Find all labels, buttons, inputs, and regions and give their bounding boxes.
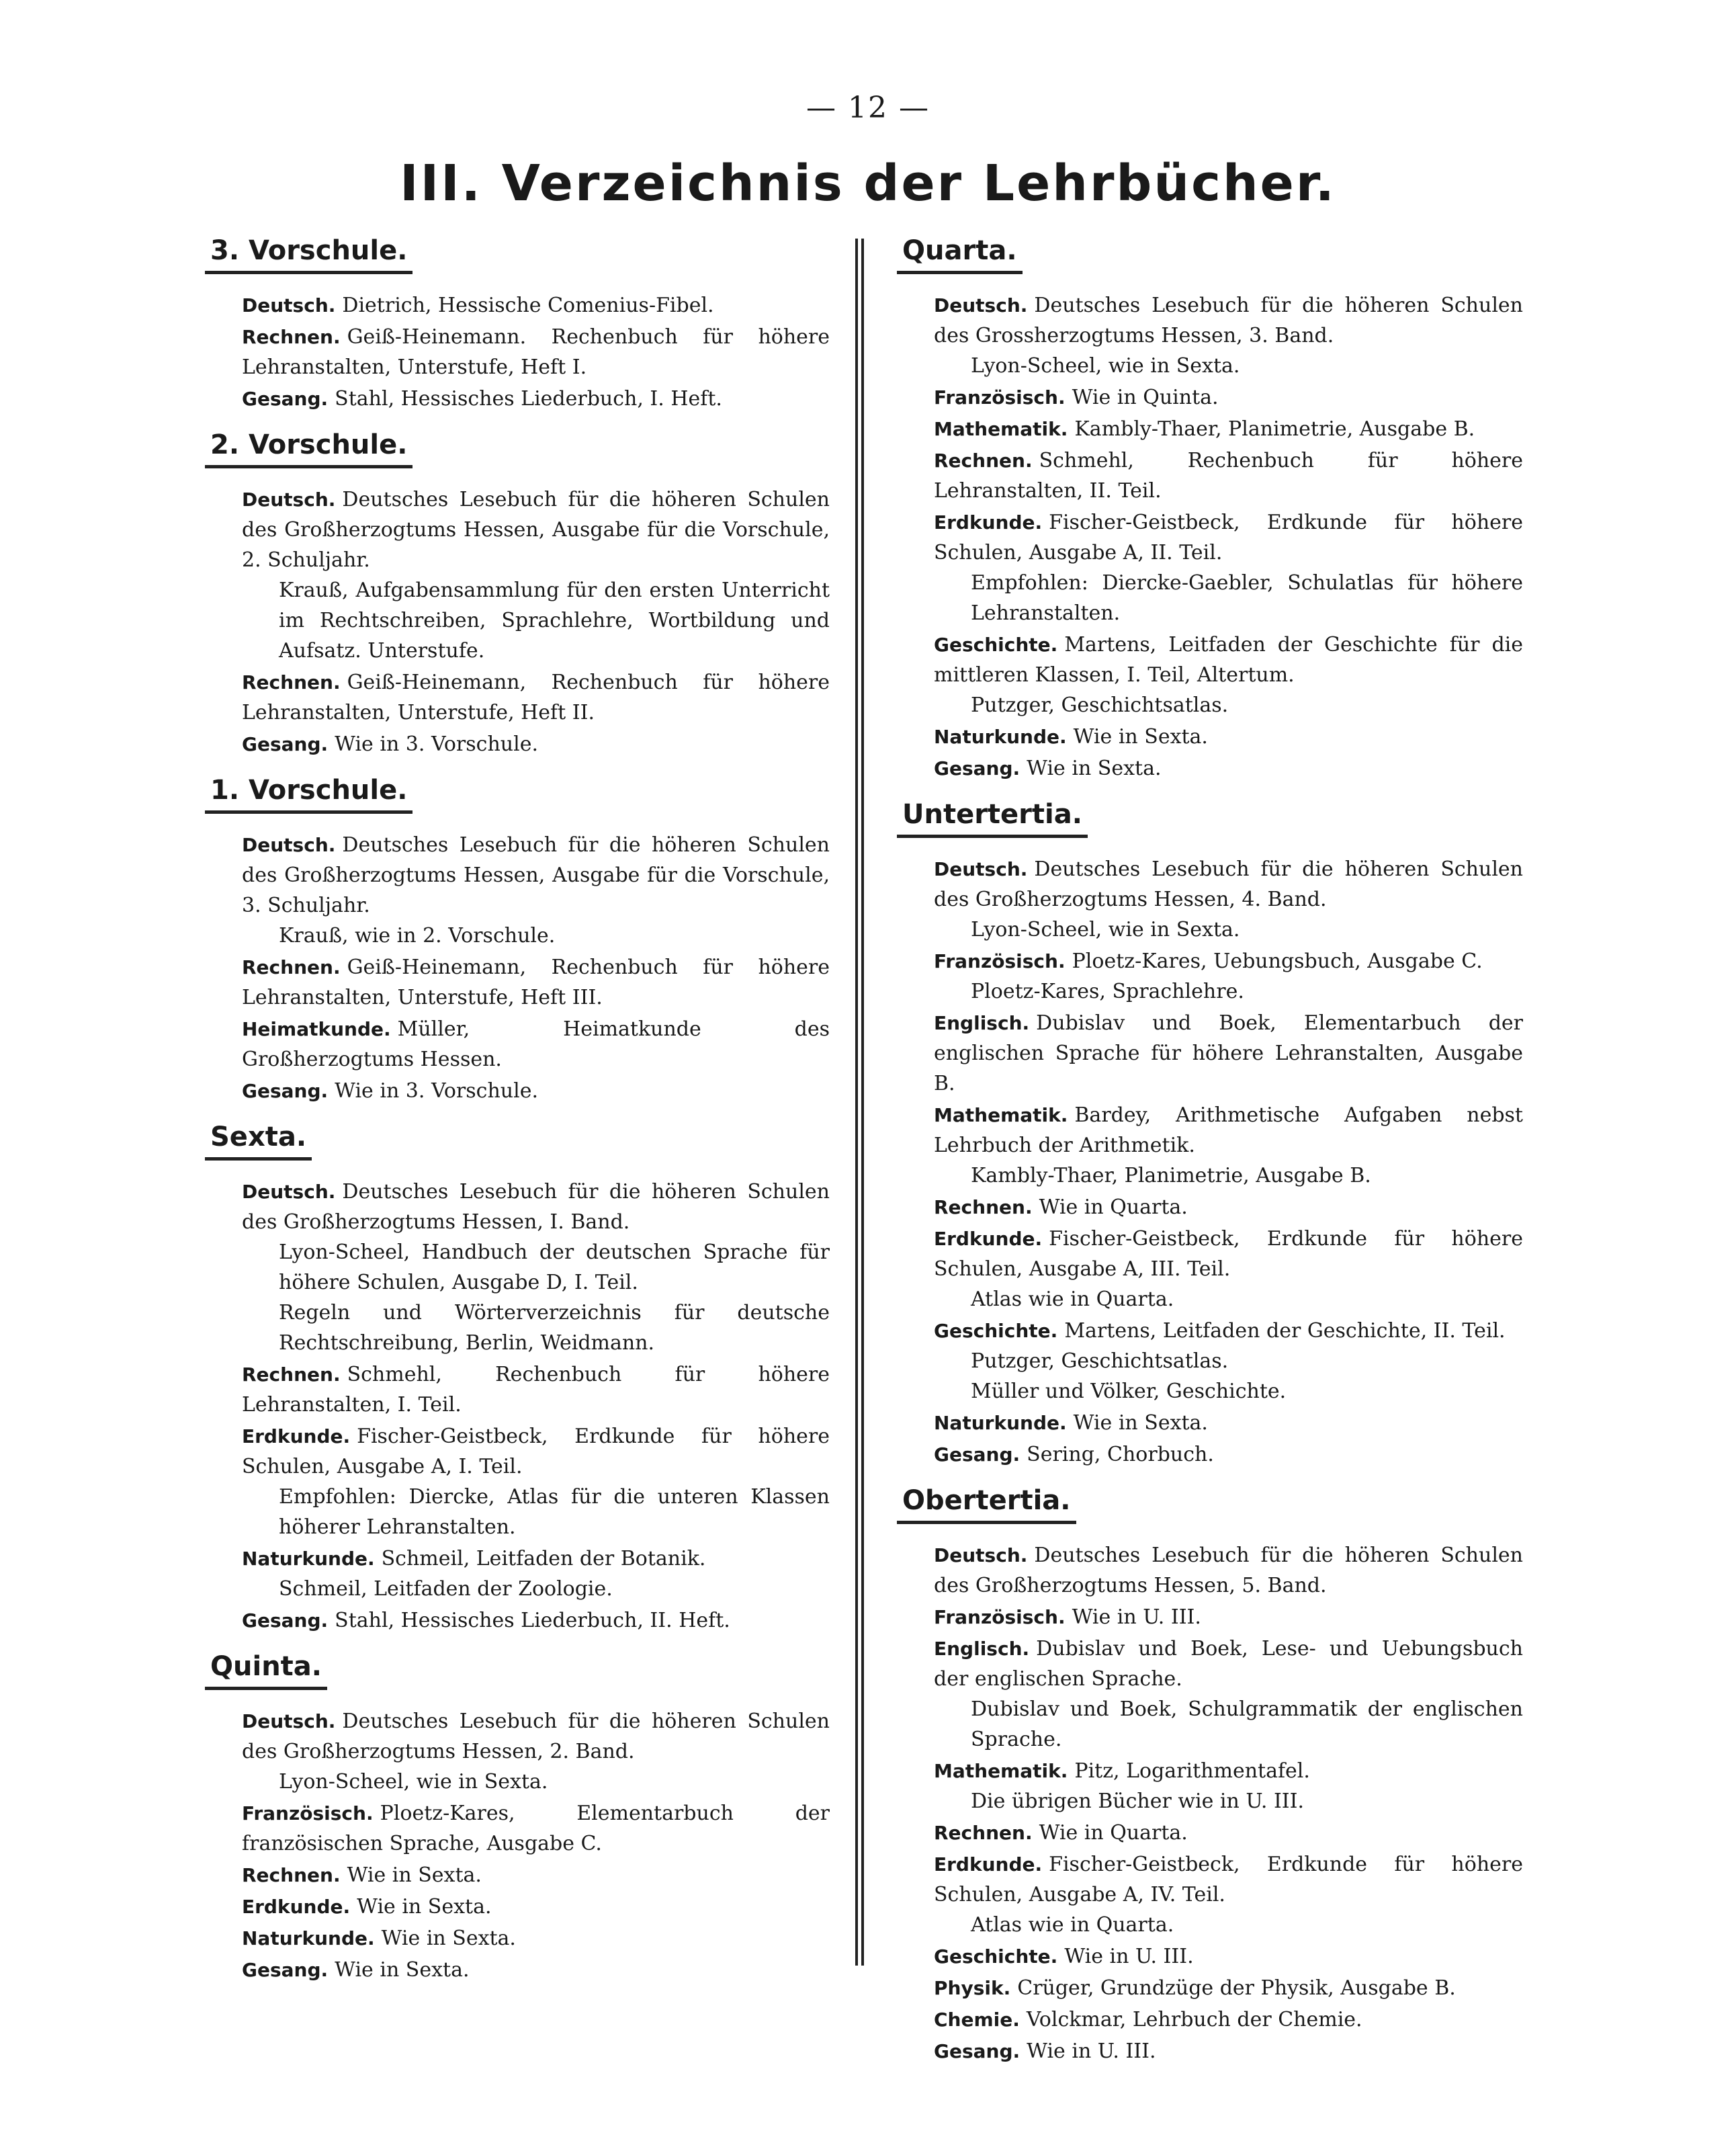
- subject-label: Geschichte.: [934, 1945, 1058, 1968]
- subject-label: Deutsch.: [934, 858, 1028, 880]
- book-entry: [242, 830, 830, 951]
- subject-label: Deutsch.: [934, 1544, 1028, 1566]
- book-entry: [934, 1224, 1523, 1314]
- book-entry: [242, 1076, 830, 1106]
- subject-label: Französisch.: [934, 950, 1066, 972]
- book-entry: [242, 1892, 830, 1922]
- entry-first-line: [242, 384, 830, 414]
- book-text: Wie in 3. Vorschule.: [335, 1079, 538, 1103]
- entry-additional-book: [934, 915, 1523, 945]
- entry-first-line: [934, 1540, 1523, 1601]
- book-text: Müller, Heimatkunde des Großherzogtums Hessen.: [242, 1017, 830, 1071]
- book-text: Dubislav und Boek, Elementarbuch der englischen Sprache für höhere Lehranstalten, Ausgabe B.: [934, 1011, 1523, 1095]
- book-entry: [242, 1544, 830, 1604]
- book-entry: [242, 322, 830, 382]
- book-entry: [242, 729, 830, 759]
- entry-additional-book: [934, 568, 1523, 628]
- book-entry: [934, 1756, 1523, 1816]
- book-text: Fischer-Geistbeck, Erdkunde für höhere Schulen, Ausgabe A, II. Teil.: [934, 511, 1523, 564]
- entry-first-line: [242, 1955, 830, 1985]
- book-entry: [934, 1973, 1523, 2003]
- book-entry: [934, 722, 1523, 752]
- book-text: Deutsches Lesebuch für die höheren Schulen des Großherzogtums Hessen, 5. Band.: [934, 1544, 1523, 1597]
- subject-label: Deutsch.: [242, 1181, 336, 1203]
- book-entry: [934, 382, 1523, 413]
- entry-additional-book: [934, 1161, 1523, 1191]
- entry-additional-book: [934, 690, 1523, 720]
- subject-label: Rechnen.: [242, 956, 341, 978]
- subject-label: Erdkunde.: [934, 511, 1043, 534]
- entry-first-line: [934, 414, 1523, 444]
- section-title: 2. Vorschule.: [205, 426, 413, 468]
- entry-first-line: [242, 830, 830, 921]
- book-text: Geiß-Heinemann, Rechenbuch für höhere Lehranstalten, Unterstufe, Heft III.: [242, 956, 830, 1009]
- entry-first-line: [934, 1100, 1523, 1161]
- book-text: Crüger, Grundzüge der Physik, Ausgabe B.: [1017, 1976, 1456, 2000]
- book-entry: [934, 446, 1523, 506]
- entry-first-line: [934, 1008, 1523, 1099]
- entry-additional-book: [242, 575, 830, 666]
- subject-label: Gesang.: [242, 388, 329, 410]
- book-entry: [934, 2005, 1523, 2035]
- entry-first-line: [934, 854, 1523, 915]
- book-entry: [242, 384, 830, 414]
- book-entry: [934, 1408, 1523, 1438]
- subject-label: Französisch.: [934, 386, 1066, 409]
- book-entry: [934, 290, 1523, 381]
- subject-label: Physik.: [934, 1977, 1011, 1999]
- subject-label: Mathematik.: [934, 1760, 1068, 1782]
- book-text: Ploetz-Kares, Elementarbuch der französischen Sprache, Ausgabe C.: [242, 1802, 830, 1855]
- book-entry: [242, 1860, 830, 1890]
- book-text: Fischer-Geistbeck, Erdkunde für höhere Schulen, Ausgabe A, III. Teil.: [934, 1227, 1523, 1281]
- entry-additional-book: [242, 1767, 830, 1797]
- book-entry: [934, 1100, 1523, 1191]
- book-text: Ploetz-Kares, Sprachlehre.: [971, 980, 1244, 1003]
- entry-additional-book: [934, 1284, 1523, 1314]
- section: [897, 1482, 1523, 2066]
- book-text: Wie in Sexta.: [335, 1958, 470, 1982]
- book-text: Geiß-Heinemann. Rechenbuch für höhere Lehranstalten, Unterstufe, Heft I.: [242, 325, 830, 379]
- entry-first-line: [242, 1421, 830, 1482]
- book-entry: [242, 290, 830, 321]
- entry-first-line: [934, 1316, 1523, 1346]
- book-text: Lyon-Scheel, wie in Sexta.: [971, 354, 1240, 378]
- section: [897, 232, 1523, 784]
- entry-first-line: [934, 2005, 1523, 2035]
- book-entry: [242, 1605, 830, 1636]
- subject-label: Deutsch.: [242, 834, 336, 856]
- book-text: Martens, Leitfaden der Geschichte für die mittleren Klassen, I. Teil, Altertum.: [934, 633, 1523, 687]
- entry-additional-book: [934, 1694, 1523, 1755]
- entry-first-line: [242, 322, 830, 382]
- book-text: Putzger, Geschichtsatlas.: [971, 1349, 1229, 1373]
- book-text: Schmehl, Rechenbuch für höhere Lehranstalten, II. Teil.: [934, 449, 1523, 503]
- subject-label: Rechnen.: [242, 1363, 341, 1386]
- entry-first-line: [934, 1849, 1523, 1910]
- entry-first-line: [242, 667, 830, 728]
- entry-first-line: [242, 952, 830, 1013]
- subject-label: Rechnen.: [242, 671, 341, 693]
- section: [897, 796, 1523, 1470]
- book-text: Atlas wie in Quarta.: [971, 1913, 1174, 1937]
- book-text: Lyon-Scheel, wie in Sexta.: [971, 918, 1240, 941]
- book-text: Schmehl, Rechenbuch für höhere Lehranstalten, I. Teil.: [242, 1363, 830, 1417]
- entry-first-line: [934, 446, 1523, 506]
- entry-additional-book: [242, 1237, 830, 1298]
- entry-first-line: [242, 1014, 830, 1075]
- book-entry: [242, 667, 830, 728]
- book-entry: [934, 854, 1523, 945]
- subject-label: Rechnen.: [242, 326, 341, 348]
- book-text: Krauß, Aufgabensammlung für den ersten Unterricht im Rechtschreiben, Sprachlehre, Wortbildung und Aufsatz. Unterstufe.: [279, 579, 830, 663]
- entry-additional-book: [934, 1786, 1523, 1816]
- subject-label: Rechnen.: [934, 1822, 1033, 1844]
- subject-label: Gesang.: [934, 1443, 1021, 1466]
- column-divider: [855, 239, 864, 1966]
- book-text: Wie in Sexta.: [1073, 1411, 1208, 1435]
- book-text: Bardey, Arithmetische Aufgaben nebst Lehrbuch der Arithmetik.: [934, 1103, 1523, 1157]
- entry-first-line: [934, 1818, 1523, 1848]
- subject-label: Heimatkunde.: [242, 1018, 391, 1040]
- book-entry: [934, 1008, 1523, 1099]
- book-text: Empfohlen: Diercke, Atlas für die unteren Klassen höherer Lehranstalten.: [279, 1485, 830, 1539]
- entry-first-line: [242, 1359, 830, 1420]
- entry-additional-book: [242, 1482, 830, 1542]
- subject-label: Naturkunde.: [242, 1927, 375, 1949]
- subject-label: Geschichte.: [934, 1320, 1058, 1342]
- book-entry: [242, 1177, 830, 1358]
- book-entry: [934, 1602, 1523, 1632]
- subject-label: Gesang.: [242, 1609, 329, 1632]
- entry-first-line: [242, 1544, 830, 1574]
- subject-label: Französisch.: [934, 1606, 1066, 1628]
- subject-label: Mathematik.: [934, 418, 1068, 440]
- book-text: Pitz, Logarithmentafel.: [1074, 1759, 1310, 1783]
- entry-additional-book: [242, 1574, 830, 1604]
- entry-first-line: [242, 1923, 830, 1953]
- book-text: Martens, Leitfaden der Geschichte, II. Teil.: [1064, 1319, 1506, 1343]
- subject-label: Gesang.: [242, 1080, 329, 1102]
- entry-first-line: [934, 1756, 1523, 1786]
- section: [205, 771, 830, 1106]
- section-title: Sexta.: [205, 1118, 312, 1161]
- subject-label: Gesang.: [242, 733, 329, 755]
- subject-label: Deutsch.: [934, 294, 1028, 317]
- book-entry: [934, 1439, 1523, 1470]
- section-title: 3. Vorschule.: [205, 232, 413, 274]
- subject-label: Gesang.: [242, 1959, 329, 1981]
- subject-label: Erdkunde.: [242, 1896, 351, 1918]
- book-text: Lyon-Scheel, wie in Sexta.: [279, 1770, 548, 1794]
- book-text: Wie in Sexta.: [1027, 757, 1162, 780]
- book-entry: [934, 1634, 1523, 1755]
- subject-label: Rechnen.: [934, 1196, 1033, 1218]
- book-text: Lyon-Scheel, Handbuch der deutschen Sprache für höhere Schulen, Ausgabe D, I. Teil.: [279, 1240, 830, 1294]
- book-entry: [934, 1540, 1523, 1601]
- subject-label: Deutsch.: [242, 489, 336, 511]
- section: [205, 232, 830, 414]
- book-entry: [934, 630, 1523, 720]
- book-entry: [934, 1941, 1523, 1972]
- left-column: [205, 232, 830, 1997]
- subject-label: Mathematik.: [934, 1104, 1068, 1126]
- entry-first-line: [934, 1192, 1523, 1222]
- book-text: Wie in Quinta.: [1072, 386, 1219, 409]
- right-column: [897, 232, 1523, 2078]
- book-text: Kambly-Thaer, Planimetrie, Ausgabe B.: [971, 1164, 1371, 1187]
- entry-first-line: [242, 729, 830, 759]
- section: [205, 1648, 830, 1985]
- section-title: Obertertia.: [897, 1482, 1076, 1524]
- book-text: Putzger, Geschichtsatlas.: [971, 693, 1229, 717]
- entry-additional-book: [934, 1910, 1523, 1940]
- entry-first-line: [934, 1973, 1523, 2003]
- entry-first-line: [242, 1177, 830, 1237]
- book-entry: [242, 485, 830, 666]
- book-text: Stahl, Hessisches Liederbuch, II. Heft.: [335, 1609, 730, 1632]
- entry-first-line: [242, 485, 830, 575]
- book-text: Sering, Chorbuch.: [1027, 1443, 1214, 1466]
- subject-label: Deutsch.: [242, 1710, 336, 1732]
- subject-label: Erdkunde.: [242, 1425, 351, 1447]
- entry-first-line: [934, 507, 1523, 568]
- entry-first-line: [934, 1224, 1523, 1284]
- book-text: Kambly-Thaer, Planimetrie, Ausgabe B.: [1074, 417, 1475, 441]
- book-text: Deutsches Lesebuch für die höheren Schulen des Grossherzogtums Hessen, 3. Band.: [934, 294, 1523, 347]
- section: [205, 426, 830, 759]
- section-title: 1. Vorschule.: [205, 771, 413, 814]
- entry-first-line: [242, 1892, 830, 1922]
- book-text: Wie in Sexta.: [357, 1895, 492, 1919]
- book-entry: [242, 1955, 830, 1985]
- entry-first-line: [242, 1860, 830, 1890]
- book-text: Geiß-Heinemann, Rechenbuch für höhere Lehranstalten, Unterstufe, Heft II.: [242, 671, 830, 724]
- entry-first-line: [934, 722, 1523, 752]
- book-text: Wie in U. III.: [1072, 1605, 1201, 1629]
- book-text: Wie in U. III.: [1027, 2039, 1156, 2063]
- book-entry: [934, 1818, 1523, 1848]
- page-number: — 12 —: [806, 91, 930, 125]
- book-entry: [934, 2036, 1523, 2066]
- book-text: Dietrich, Hessische Comenius-Fibel.: [342, 294, 714, 317]
- subject-label: Gesang.: [934, 2040, 1021, 2062]
- book-entry: [242, 1798, 830, 1859]
- page-title: III. Verzeichnis der Lehrbücher.: [400, 155, 1336, 212]
- subject-label: Rechnen.: [934, 450, 1033, 472]
- entry-first-line: [242, 290, 830, 321]
- book-entry: [934, 946, 1523, 1007]
- book-text: Deutsches Lesebuch für die höheren Schulen des Großherzogtums Hessen, Ausgabe für die Vorschule, 2. Schuljahr.: [242, 488, 830, 572]
- entry-additional-book: [242, 1298, 830, 1358]
- book-entry: [934, 1849, 1523, 1940]
- book-text: Volckmar, Lehrbuch der Chemie.: [1026, 2008, 1362, 2031]
- book-text: Wie in Sexta.: [381, 1927, 516, 1950]
- book-text: Dubislav und Boek, Lese- und Uebungsbuch der englischen Sprache.: [934, 1637, 1523, 1691]
- subject-label: Deutsch.: [242, 294, 336, 317]
- section-title: Untertertia.: [897, 796, 1088, 838]
- section-title: Quarta.: [897, 232, 1023, 274]
- subject-label: Französisch.: [242, 1802, 374, 1824]
- entry-first-line: [242, 1706, 830, 1767]
- entry-first-line: [934, 630, 1523, 690]
- book-entry: [934, 507, 1523, 628]
- subject-label: Naturkunde.: [242, 1548, 375, 1570]
- book-text: Wie in 3. Vorschule.: [335, 732, 538, 756]
- entry-additional-book: [242, 921, 830, 951]
- subject-label: Gesang.: [934, 757, 1021, 780]
- entry-additional-book: [934, 351, 1523, 381]
- entry-first-line: [934, 753, 1523, 784]
- entry-first-line: [934, 1439, 1523, 1470]
- book-entry: [934, 1316, 1523, 1406]
- book-text: Müller und Völker, Geschichte.: [971, 1380, 1287, 1403]
- subject-label: Geschichte.: [934, 634, 1058, 656]
- book-text: Atlas wie in Quarta.: [971, 1288, 1174, 1311]
- book-text: Fischer-Geistbeck, Erdkunde für höhere Schulen, Ausgabe A, IV. Teil.: [934, 1853, 1523, 1906]
- book-text: Deutsches Lesebuch für die höheren Schulen des Großherzogtums Hessen, I. Band.: [242, 1180, 830, 1234]
- book-entry: [242, 952, 830, 1013]
- book-text: Stahl, Hessisches Liederbuch, I. Heft.: [335, 387, 722, 411]
- entry-additional-book: [934, 1376, 1523, 1406]
- book-text: Ploetz-Kares, Uebungsbuch, Ausgabe C.: [1072, 950, 1483, 973]
- entry-first-line: [242, 1798, 830, 1859]
- book-text: Die übrigen Bücher wie in U. III.: [971, 1790, 1305, 1813]
- book-text: Krauß, wie in 2. Vorschule.: [279, 924, 556, 948]
- entry-first-line: [934, 1941, 1523, 1972]
- book-entry: [934, 753, 1523, 784]
- book-entry: [242, 1923, 830, 1953]
- book-entry: [242, 1014, 830, 1075]
- book-text: Fischer-Geistbeck, Erdkunde für höhere Schulen, Ausgabe A, I. Teil.: [242, 1425, 830, 1478]
- book-text: Regeln und Wörterverzeichnis für deutsche Rechtschreibung, Berlin, Weidmann.: [279, 1301, 830, 1355]
- book-text: Wie in Sexta.: [1073, 725, 1208, 749]
- entry-additional-book: [934, 1346, 1523, 1376]
- section: [205, 1118, 830, 1636]
- book-text: Deutsches Lesebuch für die höheren Schulen des Großherzogtums Hessen, 2. Band.: [242, 1710, 830, 1763]
- entry-additional-book: [934, 976, 1523, 1007]
- book-text: Schmeil, Leitfaden der Zoologie.: [279, 1577, 613, 1601]
- entry-first-line: [242, 1605, 830, 1636]
- subject-label: Rechnen.: [242, 1864, 341, 1886]
- book-entry: [934, 414, 1523, 444]
- book-text: Empfohlen: Diercke-Gaebler, Schulatlas für höhere Lehranstalten.: [971, 571, 1523, 625]
- subject-label: Naturkunde.: [934, 726, 1067, 748]
- entry-first-line: [934, 1634, 1523, 1694]
- entry-first-line: [934, 290, 1523, 351]
- book-text: Wie in U. III.: [1064, 1945, 1194, 1968]
- book-text: Wie in Sexta.: [347, 1863, 482, 1887]
- book-text: Deutsches Lesebuch für die höheren Schulen des Großherzogtums Hessen, 4. Band.: [934, 857, 1523, 911]
- book-text: Wie in Quarta.: [1039, 1195, 1188, 1219]
- book-entry: [934, 1192, 1523, 1222]
- book-text: Wie in Quarta.: [1039, 1821, 1188, 1845]
- entry-first-line: [242, 1076, 830, 1106]
- subject-label: Erdkunde.: [934, 1853, 1043, 1876]
- subject-label: Englisch.: [934, 1012, 1030, 1034]
- subject-label: Erdkunde.: [934, 1228, 1043, 1250]
- book-entry: [242, 1706, 830, 1797]
- entry-first-line: [934, 382, 1523, 413]
- book-text: Schmeil, Leitfaden der Botanik.: [381, 1547, 706, 1570]
- book-entry: [242, 1421, 830, 1542]
- subject-label: Englisch.: [934, 1638, 1030, 1660]
- section-title: Quinta.: [205, 1648, 327, 1690]
- subject-label: Naturkunde.: [934, 1412, 1067, 1434]
- entry-first-line: [934, 1602, 1523, 1632]
- book-text: Dubislav und Boek, Schulgrammatik der englischen Sprache.: [971, 1697, 1523, 1751]
- entry-first-line: [934, 1408, 1523, 1438]
- subject-label: Chemie.: [934, 2009, 1020, 2031]
- entry-first-line: [934, 946, 1523, 976]
- book-entry: [242, 1359, 830, 1420]
- book-text: Deutsches Lesebuch für die höheren Schulen des Großherzogtums Hessen, Ausgabe für die Vorschule, 3. Schuljahr.: [242, 833, 830, 917]
- entry-first-line: [934, 2036, 1523, 2066]
